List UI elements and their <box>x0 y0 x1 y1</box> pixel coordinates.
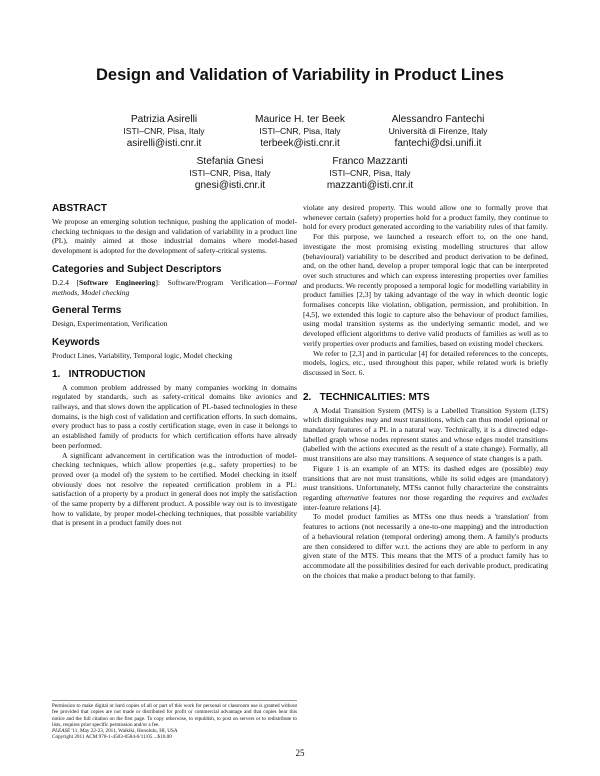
keywords-text: Product Lines, Variability, Temporal logic, Model checking <box>52 350 233 360</box>
author-block <box>353 113 523 150</box>
categories-text: D.2.4 [Software Engineering]: Software/Program Verification—Formal methods, Model checking <box>52 277 297 297</box>
author-name: Franco Mazzanti <box>332 156 408 167</box>
mts-section <box>303 392 548 581</box>
keywords-section <box>52 337 297 361</box>
author-affiliation: Università di Firenze, Italy <box>388 126 488 136</box>
categories-section <box>52 264 297 297</box>
right-column <box>303 203 548 588</box>
author-affiliation: ISTI–CNR, Pisa, Italy <box>189 168 271 178</box>
author-name: Maurice H. ter Beek <box>254 114 346 125</box>
author-name: Stefania Gnesi <box>196 156 264 167</box>
mts-heading: 2. TECHNICALITIES: MTS <box>303 391 430 403</box>
venue-line: PLEASE '11, May 22-23, 2011, Waikiki, Honolulu, HI, USA <box>52 728 178 735</box>
paragraph: violate any desired property. This would allow one to formally prove that whenever certain (safety) properties hold for a product family, they continue to hold for every product generated according to the variability rules of that family. <box>303 203 548 232</box>
paragraph: For this purpose, we launched a research effort to, on the one hand, investigate the most promising existing modelling structures that allow (behavioural) variability to be described and product derivation to be defined, and, on the other hand, develop a proper temporal logic that can be interpreted over such structures and which can express interesting properties over families and products. We recently proposed a temporal logic for modelling variability in product families [2,3] by taking advantage of the way in which deontic logic formalises concepts like violation, obligation, permission, and prohibition. In [4,5], we extended this logic to capture also the behaviour of product families, using modal transition systems as the underlying semantic model, and we developed efficient algorithms to derive valid products of families as well as to verify properties over products and families, based on existing model checkers. <box>303 232 548 348</box>
general-terms-section <box>52 305 297 329</box>
keywords-heading: Keywords <box>52 336 100 348</box>
paragraph: Figure 1 is an example of an MTS: its dashed edges are (possible) may transitions that are not must transitions, while its solid edges are (mandatory) must transitions. Unfortunately, MTSs cannot fully characterize the constraints regarding alternative features nor those regarding the requires and excludes inter-feature relations [4]. <box>303 463 548 512</box>
author-email: terbeek@isti.cnr.it <box>260 138 340 149</box>
introduction-heading: 1. INTRODUCTION <box>52 368 146 380</box>
general-terms-text: Design, Experimentation, Verification <box>52 319 168 329</box>
general-terms-heading: General Terms <box>52 305 122 317</box>
author-email: mazzanti@isti.cnr.it <box>326 180 414 191</box>
paper-title: Design and Validation of Variability in Product Lines <box>96 66 504 84</box>
copyright-notice <box>52 700 297 741</box>
paragraph: We refer to [2,3] and in particular [4] for detailed references to the concepts, models, logics, etc., used throughout this paper, while related work is briefly discussed in Sect. 6. <box>303 348 548 377</box>
copyright-line: Copyright 2011 ACM 978-1-4503-0584-6/11/05 ...$10.00 <box>52 734 172 741</box>
author-affiliation: ISTI–CNR, Pisa, Italy <box>329 168 411 178</box>
author-email: fantechi@dsi.unifi.it <box>394 138 482 149</box>
author-block <box>285 155 455 192</box>
paragraph: To model product families as MTSs one thus needs a 'translation' from features to actions (not necessarily a one-to-one mapping) and the introduction of a behavioural relation (temporal ordering) among them. A family's products are then considered to differ w.r.t. the actions they are able to perform in any given state of the MTS. This means that the MTS of a product family has to accommodate all the possibilities desired for each derivable product, predicating on the choices that make a product belong to that family. <box>303 512 548 580</box>
author-affiliation: ISTI–CNR, Pisa, Italy <box>123 126 205 136</box>
abstract-heading: ABSTRACT <box>52 203 107 214</box>
permission-text: Permission to make digital or hard copies of all or part of this work for personal or classroom use is granted without fee provided that copies are not made or distributed for profit or commercial advantage and that copies bear this notice and the full citation on the first page. To copy otherwise, to republish, to post on servers or to redistribute to lists, requires prior specific permission and/or a fee. <box>52 703 297 728</box>
author-email: gnesi@isti.cnr.it <box>194 180 266 191</box>
author-affiliation: ISTI–CNR, Pisa, Italy <box>259 126 341 136</box>
abstract-section <box>52 203 297 256</box>
author-name: Alessandro Fantechi <box>391 114 485 125</box>
abstract-text: We propose an emerging solution technique, pushing the application of model-checking techniques to the design and validation of variability in a product line (PL), mainly aimed at those industrial domains where model-based development is adopted for the development of safety-critical systems. <box>52 217 297 256</box>
paragraph: A common problem addressed by many companies working in domains regulated by standards, such as safety-critical domains like avionics and railways, and that slows down the application of PL-based technologies in these domains, is the high cost of validation and certification efforts. In such domains, every product has to pass a costly certification stage, even in case it belongs to an established family of products for which certification efforts have already been performed. <box>52 382 297 450</box>
paragraph: A significant advancement in certification was the introduction of model-checking techniques, which allow properties (e.g., safety properties) to be proved over (a model of) the system to be certified. Model checking in itself obviously does not resolve the repeated certification problem in a PL: satisfaction of a property by a product in general does not imply the satisfaction of the same property by a different product. A possible way out is to investigate how to validate, by proper model-checking techniques, that possible variability that is present in a product family does not <box>52 450 297 528</box>
left-column <box>52 203 297 536</box>
author-name: Patrizia Asirelli <box>130 114 198 125</box>
paragraph: A Modal Transition System (MTS) is a Labelled Transition System (LTS) which distinguishes may and must transitions, which can thus model optional or mandatory features of a PL in a natural way. Technically, it is a directed edge-labelled graph whose nodes represent states and whose edges model transitions (labelled with the actions executed as the result of a state change). Formally, all must transitions are also may transitions. A sequence of state changes is a path. <box>303 405 549 464</box>
categories-heading: Categories and Subject Descriptors <box>52 263 222 275</box>
author-email: asirelli@isti.cnr.it <box>126 138 202 149</box>
introduction-section <box>52 369 297 529</box>
page-number: 25 <box>295 748 305 758</box>
